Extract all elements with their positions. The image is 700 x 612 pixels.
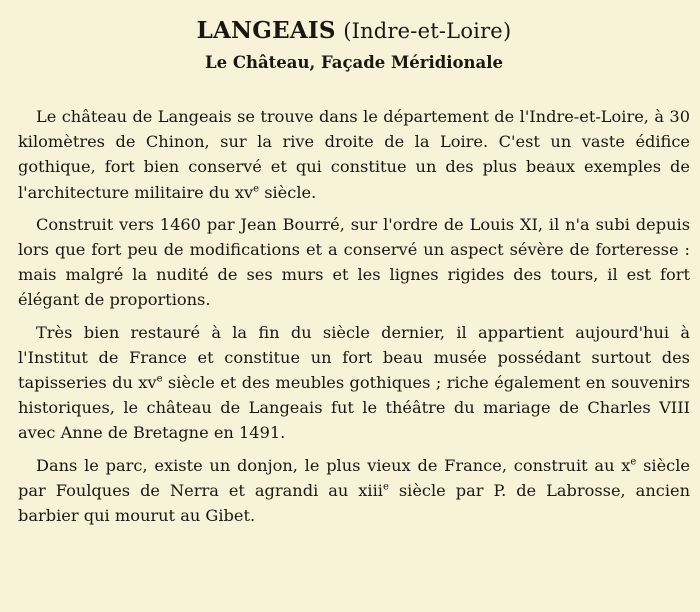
paragraph-1-text: Le château de Langeais se trouve dans le département de l'Indre-et-Loire, à 30 kilomètres de Chinon, sur la rive droite de la Loire. C'est un vaste édifice gothique, fort bien conservé et qui constitue un des plus beaux exemples de l'architecture militaire du xv [18,107,690,202]
paragraph-3 [18,320,690,446]
page-title [18,14,690,46]
paragraph-3-tail: siècle et des meubles gothiques ; riche également en souvenirs historiques, le château de Langeais fut le théâtre du mariage de Charles VIII avec Anne de Bretagne en 1491. [18,373,690,443]
page-subtitle: Le Château, Façade Méridionale [205,53,503,72]
body-text [18,104,690,528]
paragraph-4-tail-2: siècle par P. de Labrosse, ancien barbier qui mourut au Gibet. [18,480,690,526]
paragraph-4-superscript-2: e [382,481,389,493]
title-region: (Indre-et-Loire) [343,19,512,43]
paragraph-4-tail: siècle par Foulques de Nerra et agrandi au xiii [18,455,690,500]
paragraph-2 [18,212,690,313]
paragraph-1 [18,104,690,205]
title-town: LANGEAIS [196,17,336,44]
paragraph-1-tail: siècle. [259,182,317,202]
paragraph-4 [18,453,690,529]
paragraph-4-text: Dans le parc, existe un donjon, le plus vieux de France, construit au x [36,455,631,475]
paragraph-3-text: Très bien restauré à la fin du siècle dernier, il appartient aujourd'hui à l'Institut de France et constitue un fort beau musée possédant surtout des tapisseries du xv [18,322,690,393]
paragraph-1-superscript: e [253,183,260,195]
paragraph-4-superscript: e [630,456,637,468]
paragraph-3-superscript: e [156,373,163,385]
paragraph-2-text: Construit vers 1460 par Jean Bourré, sur l'ordre de Louis XI, il n'a subi depuis lors que fort peu de modifications et a conservé un aspect sévère de forteresse : mais malgré la nudité de ses murs et les lignes rigides des tours, il est fort élégant de proportions. [18,214,690,310]
